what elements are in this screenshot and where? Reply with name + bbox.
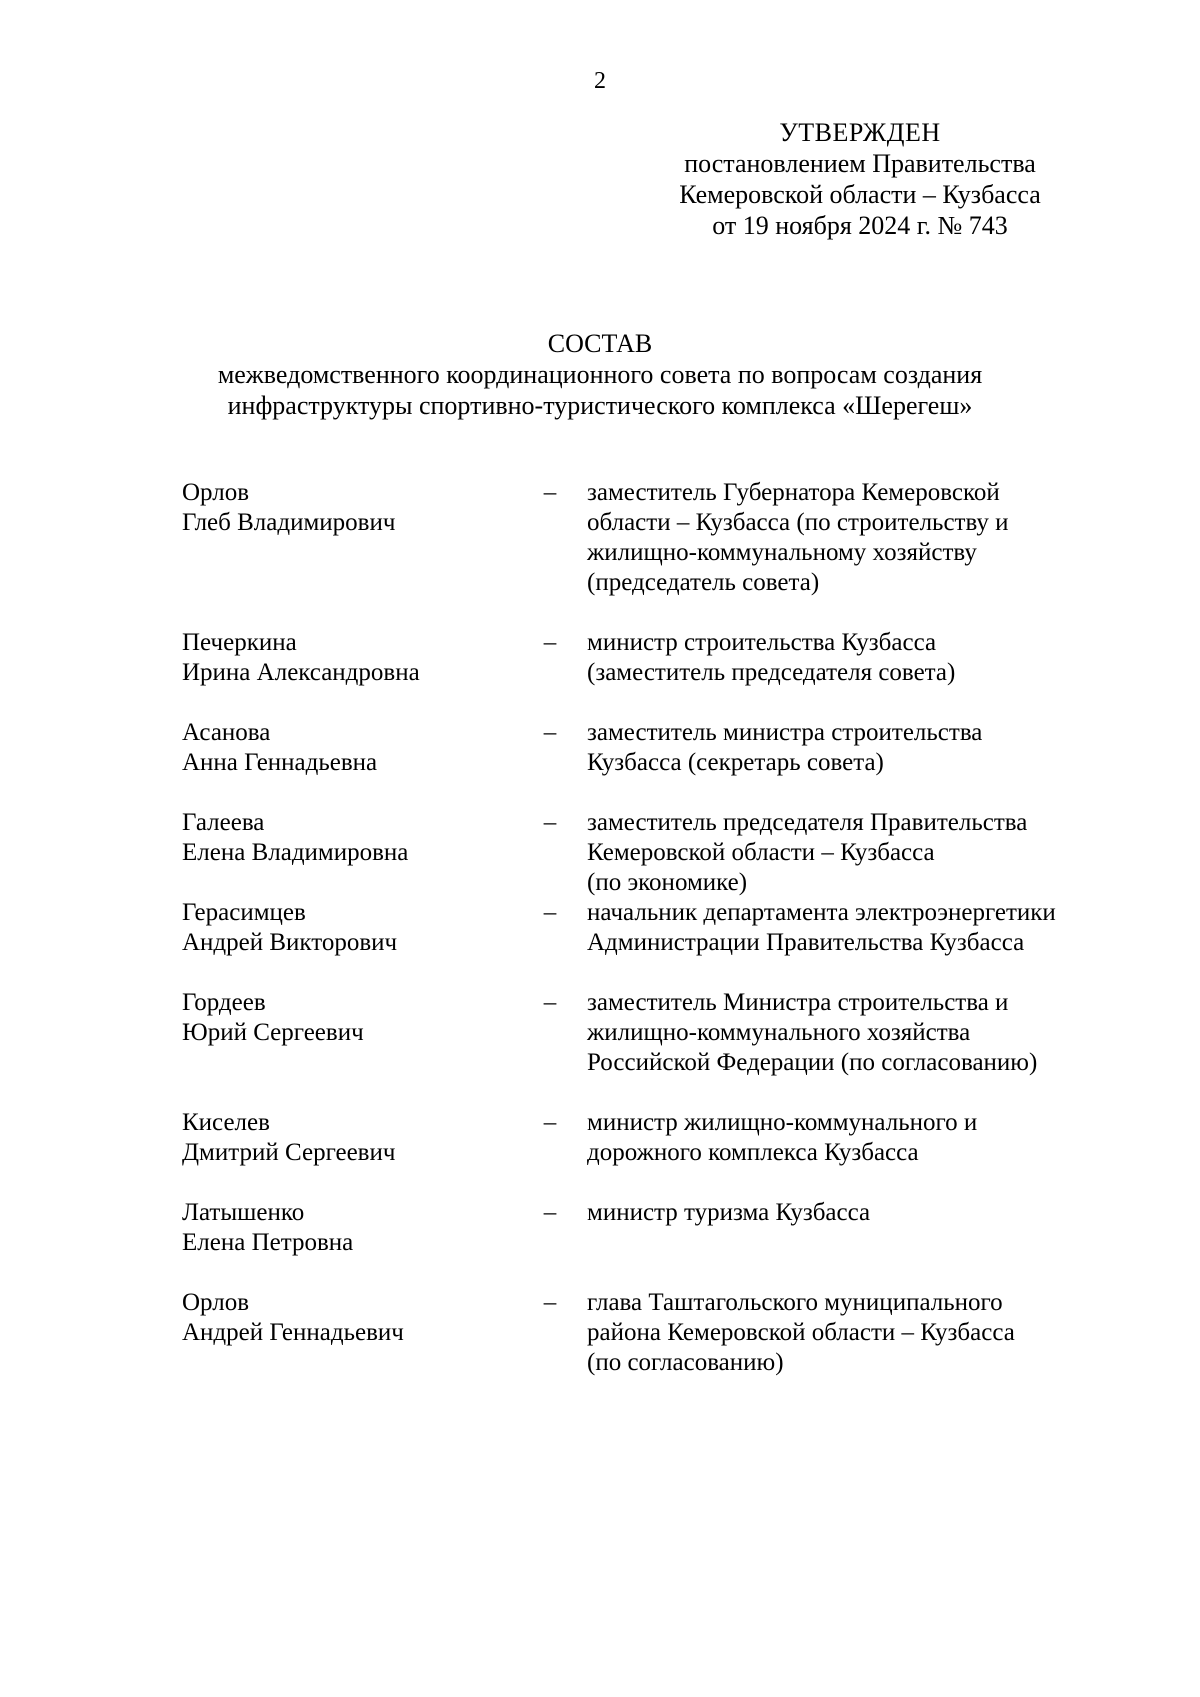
member-name	[182, 988, 522, 1048]
member-surname: Асанова	[182, 719, 271, 746]
member-given-name: Глеб Владимирович	[182, 509, 396, 536]
member-surname: Киселев	[182, 1109, 270, 1136]
document-subtitle: инфраструктуры спортивно-туристического комплекса «Шерегеш»	[227, 391, 973, 420]
member-role: заместитель министра строительства Кузбасса (секретарь совета)	[587, 719, 983, 776]
member-given-name: Елена Петровна	[182, 1229, 354, 1256]
member-surname: Галеева	[182, 809, 265, 836]
member-name	[182, 808, 522, 868]
council-member	[182, 478, 1132, 628]
member-given-name: Анна Геннадьевна	[182, 749, 378, 776]
approval-date-number: от 19 ноября 2024 г. № 743	[712, 211, 1008, 240]
council-member	[182, 1198, 1132, 1288]
document-heading	[150, 328, 1050, 421]
member-surname: Герасимцев	[182, 899, 306, 926]
page-number: 2	[594, 68, 606, 94]
dash-separator: –	[543, 1199, 557, 1226]
dash-separator: –	[543, 719, 557, 746]
member-name	[182, 1198, 522, 1258]
member-name	[182, 1108, 522, 1168]
member-surname: Орлов	[182, 1289, 250, 1316]
approval-line: постановлением Правительства	[684, 149, 1036, 178]
member-name	[182, 898, 522, 958]
member-name	[182, 718, 522, 778]
council-member	[182, 988, 1132, 1108]
member-surname: Гордеев	[182, 989, 266, 1016]
member-role: заместитель председателя Правительства Кемеровской области – Кузбасса (по экономике)	[587, 809, 1028, 896]
member-given-name: Ирина Александровна	[182, 659, 420, 686]
dash-separator: –	[543, 899, 557, 926]
council-member	[182, 898, 1132, 988]
member-given-name: Андрей Викторович	[182, 929, 398, 956]
approval-title: УТВЕРЖДЕН	[779, 118, 941, 147]
council-member	[182, 718, 1132, 808]
member-given-name: Юрий Сергеевич	[182, 1019, 364, 1046]
document-title: СОСТАВ	[547, 329, 653, 358]
member-given-name: Елена Владимировна	[182, 839, 409, 866]
member-role: начальник департамента электроэнергетики Администрации Правительства Кузбасса	[587, 899, 1056, 956]
approval-stamp	[640, 117, 1080, 241]
approval-line: Кемеровской области – Кузбасса	[679, 180, 1041, 209]
member-role: министр строительства Кузбасса (заместитель председателя совета)	[587, 629, 956, 686]
dash-separator: –	[543, 1289, 557, 1316]
member-surname: Печеркина	[182, 629, 297, 656]
council-member	[182, 628, 1132, 718]
member-surname: Орлов	[182, 479, 250, 506]
member-role: министр туризма Кузбасса	[587, 1199, 871, 1226]
member-role: заместитель Губернатора Кемеровской области – Кузбасса (по строительству и жилищно-коммунальному хозяйству (председатель совета)	[587, 479, 1009, 596]
member-given-name: Андрей Геннадьевич	[182, 1319, 404, 1346]
member-name	[182, 1288, 522, 1348]
council-member	[182, 1288, 1132, 1408]
dash-separator: –	[543, 809, 557, 836]
dash-separator: –	[543, 1109, 557, 1136]
dash-separator: –	[543, 479, 557, 506]
member-name	[182, 628, 522, 688]
council-member-list	[182, 478, 1132, 1408]
member-role: министр жилищно-коммунального и дорожного комплекса Кузбасса	[587, 1109, 978, 1166]
member-surname: Латышенко	[182, 1199, 305, 1226]
council-member	[182, 808, 1132, 898]
member-name	[182, 478, 522, 538]
document-subtitle: межведомственного координационного совета по вопросам создания	[217, 360, 983, 389]
dash-separator: –	[543, 989, 557, 1016]
council-member	[182, 1108, 1132, 1198]
member-role: глава Таштагольского муниципального района Кемеровской области – Кузбасса (по согласованию)	[587, 1289, 1015, 1376]
member-role: заместитель Министра строительства и жилищно-коммунального хозяйства Российской Федерации (по согласованию)	[587, 989, 1038, 1076]
dash-separator: –	[543, 629, 557, 656]
member-given-name: Дмитрий Сергеевич	[182, 1139, 396, 1166]
